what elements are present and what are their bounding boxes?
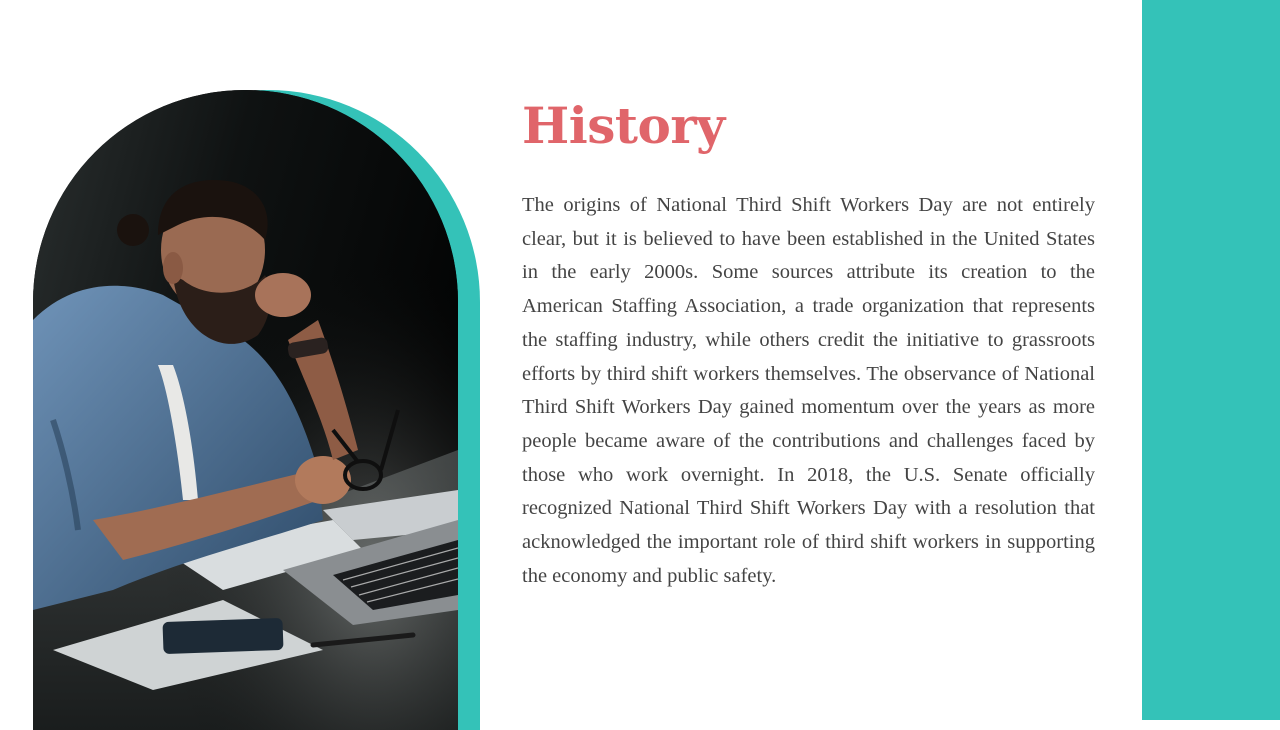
right-accent-band — [1142, 0, 1280, 720]
phone — [162, 618, 283, 654]
page-title: History — [522, 96, 725, 155]
night-worker-photo — [33, 90, 458, 730]
photo-frame — [33, 90, 458, 730]
history-paragraph: The origins of National Third Shift Workers Day are not entirely clear, but it is believed to have been established in the United States in the early 2000s. Some sources attribute its creation to the American Staffing Association, a trade organization that represents the staffing industry, while others credit the initiative to grassroots efforts by third shift workers themselves. The observance of National Third Shift Workers Day gained momentum over the years as more people became aware of the contributions and challenges faced by those who work overnight. In 2018, the U.S. Senate officially recognized National Third Shift Workers Day with a resolution that acknowledged the important role of third shift workers in supporting the economy and public safety. — [522, 194, 1095, 587]
